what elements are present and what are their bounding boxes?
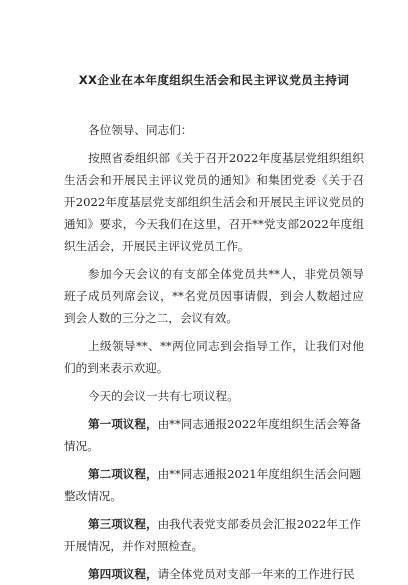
agenda-item-label: 第三项议程， [88, 517, 158, 531]
agenda-item-text: 由**同志通报2021年度组织生活会问题整改情况。 [64, 467, 361, 503]
agenda-item-text: 请全体党员对支部一年来的工作进行民 [157, 567, 355, 581]
agenda-item-text: 由我代表党支部委员会汇报2022年工作开展情况，并作对照检查。 [64, 517, 361, 553]
agenda-item-4 [64, 563, 364, 585]
paragraph-agenda-intro: 今天的会议一共有七项议程。 [88, 389, 239, 403]
paragraph-welcome: 上级领导**、**两位同志到会指导工作，让我们对他们的到来表示欢迎。 [64, 339, 364, 375]
agenda-item-text: 由**同志通报2022年度组织生活会筹备情况。 [64, 417, 361, 453]
agenda-item-label: 第一项议程， [88, 417, 158, 431]
agenda-item-label: 第二项议程， [88, 467, 158, 481]
agenda-item-2 [64, 463, 364, 507]
paragraph-attendance: 参加今天会议的有支部全体党员共**人，非党员领导班子成员列席会议，**名党员因事请假，到会人数超过应到会人数的三分之二，会议有效。 [64, 267, 364, 325]
paragraph-notice: 按照省委组织部《关于召开2022年度基层党组织组织生活会和开展民主评议党员的通知》和集团党委《关于召开2022年度基层党支部组织生活会和开展民主评议党员的通知》要求，今天我们在这里，召开**党支部2022年度组织生活会，开展民主评议党员工作。 [64, 151, 364, 253]
document-title: XX企业在本年度组织生活会和民主评议党员主持词 [78, 73, 350, 87]
agenda-item-1 [64, 413, 364, 457]
agenda-item-3 [64, 513, 364, 557]
agenda-item-label: 第四项议程， [88, 567, 158, 581]
greeting: 各位领导、同志们： [88, 123, 193, 137]
